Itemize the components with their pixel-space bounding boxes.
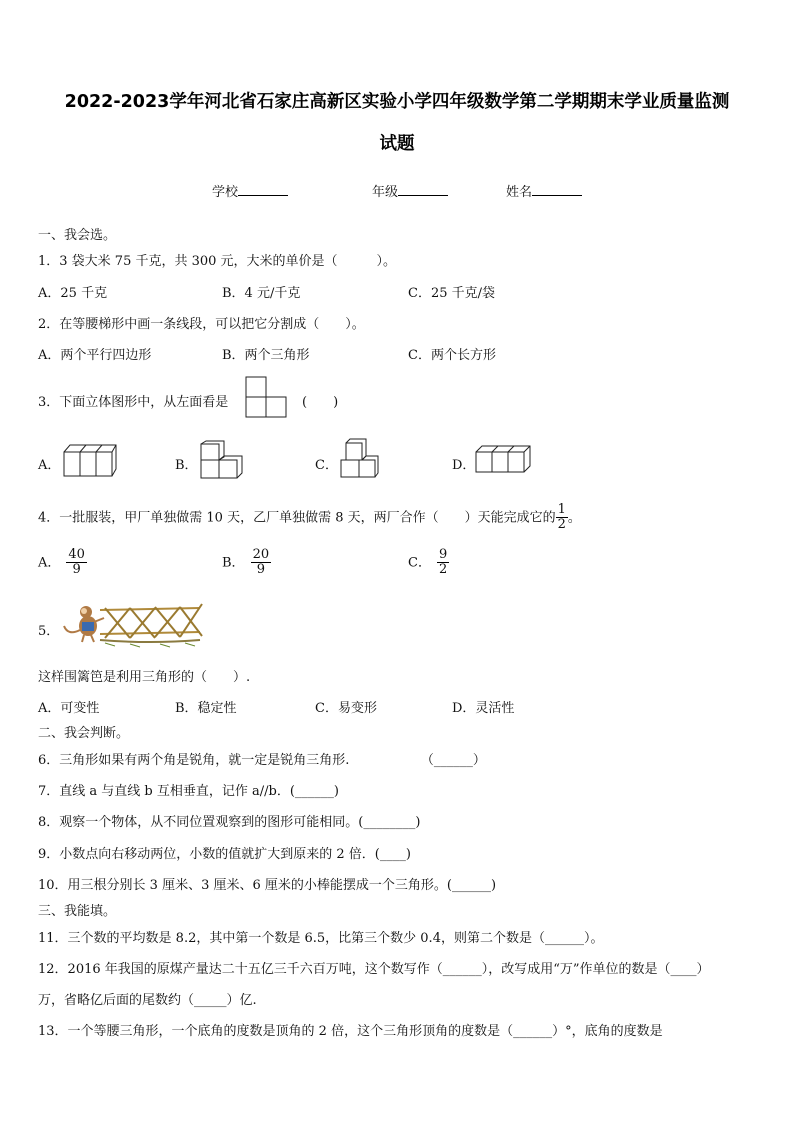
question-9[interactable]: 9．小数点向右移动两位，小数的值就扩大到原来的 2 倍．(____) <box>38 847 411 862</box>
q4-a-num: 40 <box>68 547 85 562</box>
q4-option-b-label: B． <box>222 555 245 571</box>
q3-option-d-cubes-icon <box>474 444 534 474</box>
q4-b-den: 9 <box>256 562 265 578</box>
name-label: 姓名 <box>506 185 533 200</box>
question-12-cont[interactable]: 万，省略亿后面的尾数约（_____）亿. <box>38 993 257 1008</box>
q3-option-c[interactable]: C． <box>315 458 338 473</box>
q3-option-b[interactable]: B． <box>175 458 198 473</box>
q3-option-a-cubes-icon <box>62 442 118 478</box>
q4-option-c[interactable] <box>408 548 449 578</box>
question-12[interactable]: 12．2016 年我国的原煤产量达二十五亿三千六百万吨，这个数写作（______），改写成用“万”作单位的数是（____） <box>38 962 710 977</box>
school-blank[interactable] <box>238 183 288 196</box>
q4-fraction-den: 2 <box>557 517 566 533</box>
question-1: 1．3 袋大米 75 千克，共 300 元，大米的单价是（ ）。 <box>38 254 397 269</box>
school-label: 学校 <box>212 185 239 200</box>
question-6[interactable]: 6．三角形如果有两个角是锐角，就一定是锐角三角形. （______） <box>38 753 486 768</box>
q1-option-b[interactable]: B．4 元/千克 <box>222 286 301 301</box>
q1-option-a[interactable]: A．25 千克 <box>38 286 108 301</box>
q4-fraction-num: 1 <box>557 502 566 517</box>
school-field[interactable] <box>212 181 288 200</box>
section-heading-1: 一、我会选。 <box>38 228 117 243</box>
q4-option-c-label: C． <box>408 555 431 571</box>
q4-end: 。 <box>567 510 581 526</box>
question-4-text: 4．一批服装，甲厂单独做需 10 天，乙厂单独做需 8 天，两厂合作（ ）天能完成它的 <box>38 510 556 526</box>
q1-option-c[interactable]: C．25 千克/袋 <box>408 286 496 301</box>
q4-b-num: 20 <box>252 547 270 562</box>
q3-option-a[interactable]: A． <box>38 458 61 473</box>
left-view-figure <box>245 376 293 420</box>
q4-c-num: 9 <box>438 547 448 562</box>
q4-c-den: 2 <box>438 562 448 578</box>
q4-option-c-fraction <box>437 548 449 578</box>
question-3: 3．下面立体图形中，从左面看是 <box>38 395 229 410</box>
q2-option-a[interactable]: A．两个平行四边形 <box>38 348 152 363</box>
name-blank[interactable] <box>532 183 582 196</box>
q3-option-b-cubes-icon <box>198 440 244 480</box>
q4-option-a-fraction <box>66 548 87 578</box>
monkey-fence-illustration <box>60 596 210 648</box>
question-10[interactable]: 10．用三根分别长 3 厘米、3 厘米、6 厘米的小棒能摆成一个三角形。(______) <box>38 878 497 893</box>
q3-option-d[interactable]: D． <box>452 458 476 473</box>
q4-option-a-label: A． <box>38 555 61 571</box>
q4-option-b[interactable] <box>222 548 271 578</box>
question-7[interactable]: 7．直线 a 与直线 b 互相垂直，记作 a//b．(______) <box>38 784 339 799</box>
q2-option-c[interactable]: C．两个长方形 <box>408 348 496 363</box>
q5-option-d[interactable]: D．灵活性 <box>452 701 515 716</box>
q3-option-c-cubes-icon <box>338 438 380 480</box>
q4-option-b-fraction <box>251 548 272 578</box>
question-11[interactable]: 11．三个数的平均数是 8.2，其中第一个数是 6.5，比第三个数少 0.4，则第二个数是（______）。 <box>38 931 604 946</box>
question-4 <box>38 503 581 533</box>
page-title-line2: 试题 <box>379 134 415 154</box>
question-2: 2．在等腰梯形中画一条线段，可以把它分割成（ ）。 <box>38 317 365 332</box>
question-5: 这样围篱笆是利用三角形的（ ）. <box>38 670 251 685</box>
q5-option-b[interactable]: B．稳定性 <box>175 701 237 716</box>
q3-answer-paren[interactable]: ( ) <box>302 395 339 410</box>
question-8[interactable]: 8．观察一个物体，从不同位置观察到的图形可能相同。(________) <box>38 815 421 830</box>
q5-option-a[interactable]: A．可变性 <box>38 701 100 716</box>
page-title: 2022-2023学年河北省石家庄高新区实验小学四年级数学第二学期期末学业质量监测 <box>64 92 730 112</box>
q5-option-c[interactable]: C．易变形 <box>315 701 377 716</box>
section-heading-3: 三、我能填。 <box>38 904 117 919</box>
q4-fraction <box>556 503 568 533</box>
q2-option-b[interactable]: B．两个三角形 <box>222 348 310 363</box>
grade-field[interactable] <box>372 181 448 200</box>
name-field[interactable] <box>506 181 582 200</box>
section-heading-2: 二、我会判断。 <box>38 726 130 741</box>
grade-label: 年级 <box>372 185 399 200</box>
grade-blank[interactable] <box>398 183 448 196</box>
question-5-label: 5． <box>38 624 60 639</box>
question-13[interactable]: 13．一个等腰三角形，一个底角的度数是顶角的 2 倍，这个三角形顶角的度数是（______）°，底角的度数是 <box>38 1024 663 1039</box>
q4-option-a[interactable] <box>38 548 87 578</box>
q4-a-den: 9 <box>72 562 81 578</box>
